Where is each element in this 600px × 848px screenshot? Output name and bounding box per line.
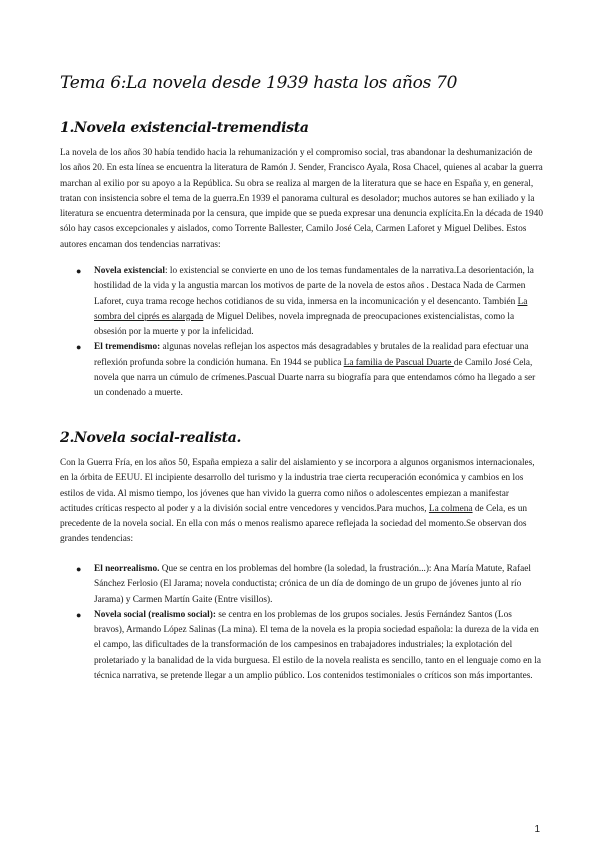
- underlined-title: La familia de Pascual Duarte: [343, 357, 454, 368]
- section-heading-existencial: 1.Novela existencial-tremendista: [60, 120, 309, 136]
- list-item: [76, 340, 544, 401]
- section1-bullet-list: [76, 264, 544, 402]
- document-title: Tema 6:La novela desde 1939 hasta los años 70: [60, 73, 458, 93]
- bullet-text: algunas novelas reflejan los aspectos más desagradables y brutales de la realidad para efectuar una reflexión profunda sobre la condición humana. En 1944 se publica: [94, 342, 529, 368]
- section2-bullet-list: [76, 562, 544, 684]
- list-item: [76, 562, 544, 608]
- bullet-icon: ●: [76, 266, 82, 276]
- underlined-title: La sombra del ciprés es alargada: [94, 296, 528, 322]
- underlined-title: La colmena: [428, 503, 473, 514]
- bullet-text: de Miguel Delibes, novela impregnada de preocupaciones existencialistas, como la obsesión por la muerte y por la infelicidad.: [94, 311, 515, 338]
- list-item: [76, 264, 544, 340]
- bullet-term: El neorrealismo.: [94, 564, 160, 574]
- bullet-term: El tremendismo:: [94, 342, 161, 353]
- bullet-text: de Camilo José Cela, novela que narra un cúmulo de crímenes.Pascual Duarte narra su biografía para que entendamos cómo ha llegado a ser un condenado a muerte.: [94, 357, 536, 399]
- page-number: 1: [534, 824, 540, 835]
- bullet-text: Que se centra en los problemas del hombre (la soledad, la frustración...): Ana María Matute, Rafael Sánchez Ferlosio (El Jarama; novela conductista; crónica de un día de domingo de un grupo de jóvenes junto al río Jarama) y Carmen Martín Gaite (Entre visillos).: [94, 564, 531, 605]
- bullet-term: Novela social (realismo social):: [94, 609, 216, 620]
- section2-intro-paragraph: [60, 456, 544, 548]
- bullet-icon: ●: [76, 342, 82, 353]
- bullet-icon: ●: [76, 609, 82, 620]
- section1-intro-paragraph: La novela de los años 30 había tendido hacia la rehumanización y el compromiso social, tras abandonar la deshumanización de los años 20. En esta línea se encuentra la literatura de Ramón J. Sender, Francisco Ayala, Rosa Chacel, quienes al acabar la guerra marchan al exilio por su apoyo a la República. Su obra se realiza al margen de la literatura que se hace en España y, en general, tratan con insistencia sobre el tema de la guerra.En 1939 el panorama cultural es desolador; muchos autores se han exiliado y la literatura se encuentra determinada por la censura, que impide que se pueda expresar una denuncia explícita.En la década de 1940 sólo hay casos excepcionales y aislados, como Torrente Ballester, Camilo José Cela, Carmen Laforet y Miguel Delibes. Estos autores encaman dos tendencias narrativas:: [60, 148, 543, 250]
- bullet-term: Novela existencial: [94, 266, 166, 276]
- list-item: [76, 608, 544, 684]
- paragraph-text: Con la Guerra Fría, en los años 50, España empieza a salir del aislamiento y se incorpora a algunos organismos internacionales, en la órbita de EEUU. El incipiente desarrollo del turismo y la industria trae cierta recuperación económica y cambios en los estilos de vida. Al mismo tiempo, los jóvenes que han vivido la guerra como niños o adolescentes empiezan a manifestar actitudes críticas respecto al poder y a la división social entre vencedores y vencidos.Para muchos,: [60, 458, 535, 514]
- bullet-text: se centra en los problemas de los grupos sociales. Jesús Fernández Santos (Los bravos), Armando López Salinas (La mina). El tema de la novela es la propia sociedad española: la dureza de la vida en el campo, las dificultades de la transformación de los campesinos en trabajadores industriales; la explotación del proletariado y la banalidad de la vida burguesa. El estilo de la novela realista es sencillo, tanto en el lenguaje como en la técnica narrativa, se pretende llegar a un amplio público. Los contenidos testimoniales o críticos son más importantes.: [94, 609, 541, 682]
- bullet-icon: ●: [76, 564, 82, 574]
- bullet-text: : lo existencial se convierte en uno de los temas fundamentales de la narrativa.La desorientación, la hostilidad de la vida y la angustia marcan los motivos de parte de la novela de estos años . Destaca Nada de Carmen Laforet, cuya trama recoge hechos cotidianos de su vida, inmersa en la incomunicación y el desencanto. También: [94, 266, 534, 307]
- section-heading-social-realista: 2.Novela social-realista.: [60, 430, 242, 446]
- paragraph-text: de Cela, es un precedente de la novela social. En ella con más o menos realismo aparece reflejada la sociedad del momento.Se observan dos grandes tendencias:: [60, 503, 528, 545]
